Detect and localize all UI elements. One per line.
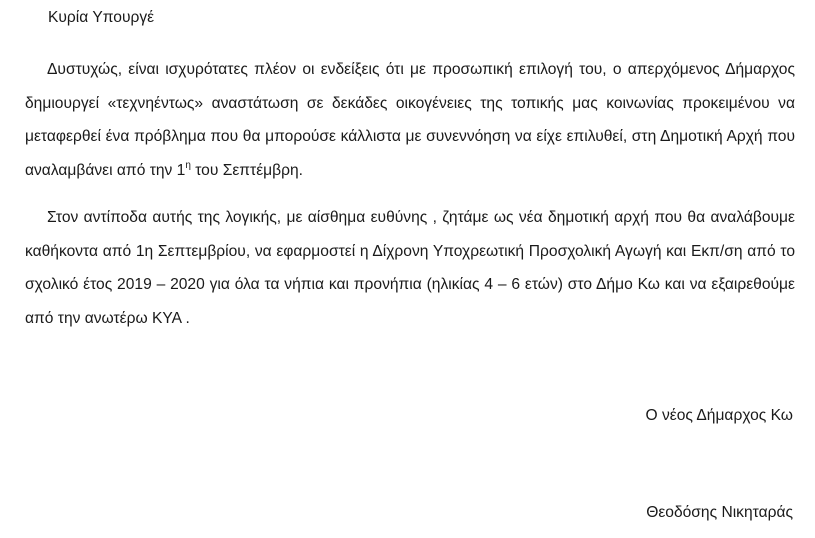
paragraph-2: Στον αντίποδα αυτής της λογικής, με αίσθημα ευθύνης , ζητάμε ως νέα δημοτική αρχή που θα αναλάβουμε καθήκοντα από 1η Σεπτεμβρίου, να εφαρμοστεί η Δίχρονη Υποχρεωτική Προσχολική Αγωγή και Εκπ/ση από το σχολικό έτος 2019 – 2020 για όλα τα νήπια και προνήπια (ηλικίας 4 – 6 ετών) στο Δήμο Κω και να εξαιρεθούμε από την ανωτέρω ΚΥΑ . (25, 209, 795, 327)
paragraph-1 (25, 53, 795, 187)
paragraph-1-text: Δυστυχώς, είναι ισχυρότατες πλέον οι ενδείξεις ότι με προσωπική επιλογή του, ο απερχόμενος Δήμαρχος δημιουργεί «τεχνηέντως» αναστάτωση σε δεκάδες οικογένειες της τοπικής μας κοινωνίας προκειμένου να μεταφερθεί ένα πρόβλημα που θα μπορούσε κάλλιστα με συνεννόηση να είχε επιλυθεί, στη Δημοτική Αρχή που αναλαμβάνει από την 1 (25, 61, 795, 179)
signature-name: Θεοδόσης Νικηταράς (646, 504, 793, 521)
salutation: Κυρία Υπουργέ (48, 9, 155, 26)
ordinal-superscript: η (185, 159, 191, 171)
paragraph-1-ending: του Σεπτέμβρη. (190, 161, 304, 179)
signature-role: Ο νέος Δήμαρχος Κω (645, 407, 793, 424)
